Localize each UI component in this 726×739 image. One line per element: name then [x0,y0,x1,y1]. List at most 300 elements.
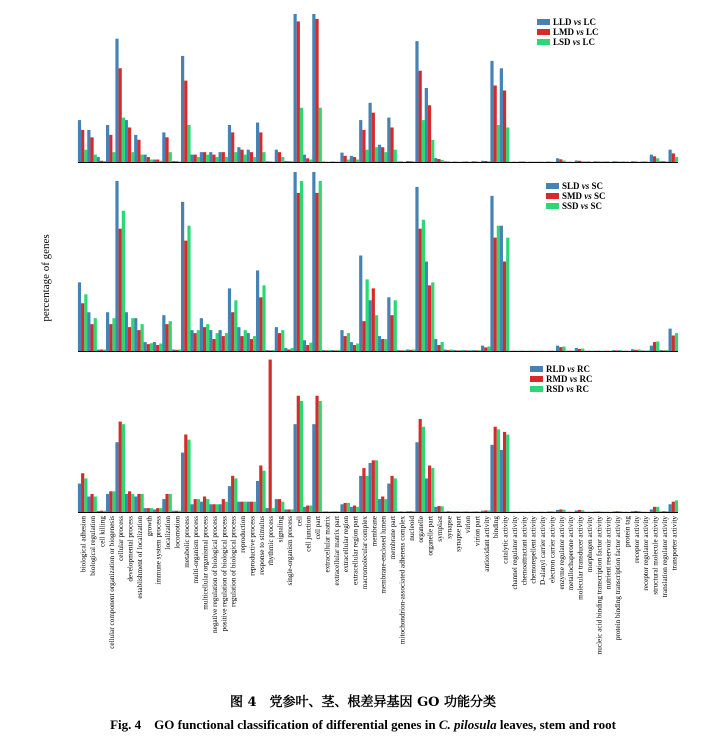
bar-root-s2-c45 [494,427,497,512]
bar-stem-s1-c19 [247,333,250,351]
bar-stem-s3-c18 [244,330,247,351]
bar-root-s3-c23 [291,509,294,512]
bar-stem-s3-c42 [469,350,472,351]
bar-leaf-s2-c26 [315,19,318,162]
bar-leaf-s1-c36 [406,161,409,162]
bar-stem-s2-c38 [428,285,431,351]
bar-stem-s3-c64 [675,333,678,351]
bar-leaf-s3-c12 [187,125,190,162]
bar-root-s3-c60 [637,511,640,512]
bar-stem-s3-c5 [122,211,125,351]
bar-stem-s2-c33 [381,339,384,351]
bar-stem-s1-c6 [125,312,128,351]
x-tick-label: catalytic activity [501,516,510,564]
bar-leaf-s2-c1 [81,130,84,162]
bar-root-s2-c21 [269,360,272,512]
bar-leaf-s1-c7 [134,135,137,162]
bar-stem-s2-c36 [409,350,412,351]
bar-leaf-s2-c52 [559,159,562,162]
bar-stem-s1-c60 [631,349,634,351]
bar-leaf-s3-c33 [384,152,387,162]
x-tick-label: establishment of localization [135,516,144,599]
bar-stem-s2-c16 [222,336,225,351]
bar-stem-s3-c15 [216,333,219,351]
legend-swatch-root-3 [530,386,543,392]
legend-label-root-3: RSD vs RC [546,384,590,394]
bar-stem-s3-c1 [84,294,87,351]
bar-stem-s2-c52 [559,347,562,351]
bar-leaf-s2-c5 [119,68,122,162]
bar-root-s2-c7 [137,494,140,512]
bar-leaf-s3-c17 [234,152,237,162]
bar-root-s2-c9 [156,508,159,512]
bar-root-s1-c36 [406,511,409,512]
figure-caption-english [0,714,726,733]
bar-stem-s3-c45 [497,226,500,351]
bar-leaf-s1-c52 [556,158,559,162]
bar-root-s2-c4 [109,491,112,512]
bar-root-s3-c28 [337,511,340,512]
x-tick-label: binding [492,516,501,538]
x-tick-label: organelle part [426,516,435,556]
bar-leaf-s1-c14 [200,152,203,162]
bar-stem-s2-c39 [437,345,440,351]
bar-stem-s1-c40 [444,350,447,351]
legend-label-leaf-1: LLD vs LC [553,17,597,27]
x-tick-label: electron carrier activity [548,516,557,584]
bar-stem-s1-c63 [659,350,662,351]
bar-root-s3-c35 [403,511,406,512]
bar-root-s2-c40 [447,511,450,512]
x-tick-label: signaling [276,516,285,543]
bar-root-s2-c62 [653,507,656,512]
bar-root-s3-c27 [328,511,331,512]
bar-root-s2-c17 [231,476,234,512]
bar-leaf-s2-c17 [231,132,234,162]
bar-root-s3-c2 [94,497,97,513]
bar-root-s3-c6 [131,494,134,512]
x-tick-label: developmental process [126,516,135,582]
legend-label-leaf-2: LMD vs LC [553,27,599,37]
bar-stem-s1-c7 [134,318,137,351]
bar-root-s3-c1 [84,478,87,512]
bar-stem-s1-c14 [200,318,203,351]
bar-stem-s3-c16 [225,333,228,351]
bar-stem-s3-c33 [384,339,387,351]
bar-leaf-s2-c12 [184,81,187,162]
bar-root-s3-c26 [319,401,322,512]
bar-root-s1-c45 [490,445,493,512]
bar-root-s2-c37 [419,419,422,512]
bar-stem-s2-c29 [344,336,347,351]
bar-stem-s3-c27 [328,350,331,351]
x-tick-label: protein tag [623,516,632,547]
series-root-3 [84,401,678,512]
bar-stem-s3-c40 [450,350,453,351]
bar-root-s1-c16 [219,504,222,512]
bar-stem-s2-c40 [447,350,450,351]
bar-stem-s1-c25 [303,340,306,351]
bar-root-s3-c36 [412,511,415,512]
bar-root-s2-c41 [456,511,459,512]
bar-stem-s3-c12 [187,226,190,351]
bar-leaf-s3-c29 [347,160,350,162]
bar-stem-s3-c7 [141,324,144,351]
bar-root-s1-c8 [144,508,147,512]
x-tick-label: D-alanyl carrier activity [539,516,548,586]
bar-leaf-s1-c6 [125,120,128,162]
bar-root-s3-c32 [375,460,378,512]
bar-stem-s2-c9 [156,345,159,351]
bar-root-s3-c58 [619,511,622,512]
bar-leaf-s1-c44 [481,161,484,162]
x-tick-label: positive regulation of biological process [220,516,229,632]
caption-en-suffix: leaves, stem and root [496,717,616,732]
bar-stem-s3-c41 [459,350,462,351]
bar-root-s3-c44 [487,510,490,512]
x-tick-label: translation regulator activity [660,516,669,598]
bar-leaf-s2-c29 [344,156,347,162]
bar-root-s2-c14 [203,497,206,513]
bar-stem-s2-c27 [325,350,328,351]
bar-root-s3-c22 [281,502,284,512]
bar-root-s3-c24 [300,401,303,512]
bar-root-s3-c46 [506,435,509,513]
bar-leaf-s2-c54 [578,161,581,162]
bar-root-s1-c60 [631,511,634,512]
x-tick-label: structural molecule activity [651,516,660,595]
bar-stem-s2-c35 [400,350,403,351]
bar-stem-s3-c24 [300,181,303,351]
bar-leaf-s2-c14 [203,152,206,162]
bar-root-s2-c16 [222,499,225,512]
bar-root-s3-c29 [347,503,350,512]
bar-root-s3-c18 [244,502,247,512]
bar-root-s3-c19 [253,502,256,512]
bar-leaf-s2-c23 [287,161,290,162]
bar-leaf-s3-c26 [319,108,322,162]
x-tick-label: mitochondrion-associated adherens complex [398,516,407,645]
bar-leaf-s1-c38 [425,88,428,162]
legend-label-stem-3: SSD vs SC [562,201,603,211]
bar-root-s3-c31 [366,476,369,512]
bar-leaf-s1-c12 [181,56,184,162]
x-tick-label: localization [164,516,173,550]
bar-root-s2-c56 [597,511,600,512]
bar-stem-s2-c54 [578,349,581,351]
bar-stem-s2-c60 [634,350,637,351]
bar-stem-s3-c21 [272,350,275,351]
bar-leaf-s3-c8 [150,160,153,162]
bar-root-s2-c60 [634,511,637,512]
x-tick-label: molecular transducer activity [576,516,585,600]
bar-leaf-s2-c44 [484,161,487,162]
bar-root-s1-c58 [612,511,615,512]
bar-leaf-s2-c2 [90,137,93,162]
bar-leaf-s1-c60 [631,161,634,162]
bar-root-s2-c38 [428,466,431,513]
bar-leaf-s1-c5 [115,39,118,162]
bar-leaf-s3-c1 [84,150,87,162]
bar-stem-s1-c18 [237,327,240,351]
bar-stem-s2-c58 [615,350,618,351]
bar-leaf-s1-c63 [659,161,662,162]
bar-leaf-s1-c62 [650,155,653,162]
bar-stem-s1-c24 [294,172,297,351]
bar-leaf-s3-c25 [309,160,312,162]
bar-root-s1-c54 [575,510,578,512]
bar-stem-s2-c23 [287,350,290,351]
x-tick-label: symplast [435,516,444,542]
bar-stem-s1-c31 [359,256,362,351]
bar-root-s3-c25 [309,506,312,512]
bar-leaf-s2-c13 [194,155,197,162]
x-tick-label: organelle [417,516,426,543]
bar-root-s1-c63 [659,511,662,512]
bar-stem-s2-c8 [147,344,150,351]
legend-swatch-leaf-3 [537,39,550,45]
legend-stem [546,181,606,211]
bar-stem-s1-c21 [265,350,268,351]
x-tick-label: receptor activity [632,516,641,563]
x-tick-label: biological adhesion [79,516,88,573]
bar-root-s2-c26 [315,396,318,512]
bar-leaf-s1-c26 [312,14,315,162]
bar-leaf-s3-c7 [141,155,144,162]
x-tick-label: reproduction [239,516,248,553]
bar-stem-s3-c22 [281,330,284,351]
bar-root-s2-c6 [128,491,131,512]
caption-en-species: C. pilosula [438,717,497,732]
x-tick-label: transporter activity [670,516,679,571]
bar-root-s1-c20 [256,481,259,512]
bar-leaf-s3-c45 [497,125,500,162]
bar-leaf-s1-c64 [669,150,672,162]
x-tick-label: cell killing [98,516,107,547]
panel-stem [78,172,678,352]
bar-root-s3-c4 [112,491,115,512]
bar-stem-s1-c45 [490,196,493,351]
bar-root-s1-c38 [425,478,428,512]
bar-root-s1-c62 [650,509,653,512]
bar-stem-s1-c41 [453,350,456,351]
bar-leaf-s2-c22 [278,152,281,162]
bar-leaf-s1-c9 [153,160,156,162]
bar-root-s3-c12 [187,440,190,512]
bar-stem-s3-c63 [666,350,669,351]
bar-root-s2-c18 [240,502,243,512]
bar-stem-s3-c35 [403,350,406,351]
bar-root-s2-c10 [165,494,168,512]
bar-leaf-s1-c15 [209,152,212,162]
bar-stem-s3-c9 [159,344,162,351]
bar-root-s1-c34 [387,484,390,512]
bar-root-s2-c35 [400,511,403,512]
x-tick-label: synapse part [454,516,463,552]
x-tick-label: cellular component organization or biogenesis [107,516,116,649]
bar-root-s2-c39 [437,506,440,512]
bar-leaf-s1-c43 [472,161,475,162]
bar-leaf-s3-c10 [169,152,172,162]
bar-root-s2-c11 [175,511,178,512]
bar-stem-s1-c11 [172,350,175,351]
bar-leaf-s3-c22 [281,157,284,162]
bar-root-s3-c14 [206,499,209,512]
bar-leaf-s3-c39 [441,160,444,162]
x-tick-label: metallochaperone activity [567,516,576,591]
bar-root-s3-c41 [459,511,462,512]
bar-root-s3-c30 [356,507,359,512]
bar-leaf-s3-c3 [103,161,106,162]
bar-stem-s1-c38 [425,262,428,352]
bar-root-s3-c3 [103,511,106,512]
bar-stem-s1-c9 [153,342,156,351]
x-tick-label: negative regulation of biological process [210,516,219,633]
bar-stem-s1-c26 [312,172,315,351]
bar-stem-s1-c22 [275,327,278,351]
x-axis-tick-labels [80,516,679,655]
x-tick-label: protein binding transcription factor activity [614,516,623,641]
bar-root-s2-c30 [353,506,356,512]
legend-label-root-1: RLD vs RC [546,364,591,374]
panel-root [78,360,678,513]
bar-stem-s2-c25 [306,345,309,351]
x-tick-label: membrane [370,516,379,547]
bar-root-s1-c12 [181,453,184,512]
x-tick-label: growth [145,516,154,537]
bar-stem-s2-c37 [419,229,422,351]
bar-stem-s3-c23 [291,348,294,351]
bar-stem-s3-c61 [647,350,650,351]
bar-root-s1-c21 [265,508,268,512]
bar-root-s2-c8 [147,508,150,512]
bar-stem-s3-c32 [375,315,378,351]
bar-root-s3-c52 [562,510,565,512]
bar-stem-s3-c28 [337,350,340,351]
bar-leaf-s2-c64 [672,153,675,162]
bar-stem-s3-c37 [422,220,425,351]
bar-leaf-s1-c30 [350,156,353,162]
bar-leaf-s1-c2 [87,130,90,162]
bar-leaf-s2-c45 [494,86,497,162]
bar-root-s2-c28 [334,511,337,512]
bar-root-s2-c58 [615,511,618,512]
bar-root-s2-c19 [250,502,253,512]
bar-root-s1-c56 [594,511,597,512]
bar-root-s1-c35 [397,511,400,512]
bar-stem-s1-c62 [650,346,653,351]
bar-leaf-s1-c33 [378,145,381,162]
x-tick-label: extracellular region [342,516,351,573]
bar-root-s1-c3 [97,511,100,512]
x-tick-label: regulation of biological process [229,516,238,607]
bar-stem-s2-c44 [484,347,487,351]
bar-root-s3-c7 [141,494,144,512]
x-tick-label: enzyme regulator activity [557,516,566,590]
legend-label-root-2: RMD vs RC [546,374,593,384]
bar-root-s1-c39 [434,507,437,512]
bar-stem-s3-c39 [441,342,444,351]
bar-stem-s3-c25 [309,343,312,351]
bar-leaf-s2-c30 [353,157,356,162]
bar-root-s1-c25 [303,507,306,512]
x-tick-label: morphogen activity [585,516,594,573]
x-tick-label: chemoattractant activity [520,516,529,586]
bar-root-s3-c45 [497,429,500,512]
bar-stem-s2-c20 [259,297,262,351]
bar-root-s2-c15 [212,504,215,512]
x-tick-label: virion [464,516,473,534]
bar-stem-s1-c5 [115,181,118,351]
bar-root-s2-c12 [184,435,187,513]
bar-leaf-s2-c32 [372,113,375,162]
bar-root-s2-c24 [297,396,300,512]
bar-leaf-s1-c45 [490,61,493,162]
bar-stem-s3-c31 [366,279,369,351]
legend-root [530,364,593,394]
bar-stem-s1-c8 [144,342,147,351]
bar-stem-s3-c14 [206,324,209,351]
bar-root-s1-c30 [350,507,353,512]
bar-leaf-s1-c40 [444,161,447,162]
bar-stem-s2-c12 [184,241,187,351]
bar-root-s2-c33 [381,497,384,513]
bar-stem-s2-c4 [109,324,112,351]
x-tick-label: macromolecular complex [360,516,369,590]
bar-stem-s2-c3 [100,350,103,351]
bar-root-s1-c22 [275,499,278,512]
bar-leaf-s1-c10 [162,132,165,162]
bar-leaf-s1-c11 [172,161,175,162]
bar-root-s1-c2 [87,497,90,513]
x-tick-label: chemorepellent activity [529,516,538,584]
bar-leaf-s1-c18 [237,147,240,162]
bar-stem-s1-c35 [397,350,400,351]
bar-leaf-s3-c64 [675,157,678,162]
bar-leaf-s2-c9 [156,160,159,162]
bar-stem-s3-c2 [94,318,97,351]
bar-leaf-s2-c37 [419,71,422,162]
bar-root-s1-c9 [153,509,156,512]
bar-stem-s1-c42 [462,350,465,351]
bar-stem-s1-c23 [284,348,287,351]
bar-root-s3-c40 [450,511,453,512]
x-tick-label: cellular process [117,516,126,561]
bar-leaf-s1-c56 [594,161,597,162]
bar-root-s1-c13 [190,504,193,512]
bar-stem-s2-c26 [315,193,318,351]
bar-leaf-s3-c30 [356,160,359,162]
bar-leaf-s1-c32 [369,103,372,162]
bar-leaf-s2-c25 [306,158,309,162]
bar-root-s1-c37 [415,442,418,512]
bar-root-s2-c64 [672,502,675,512]
bar-root-s3-c11 [178,511,181,512]
bar-stem-s2-c17 [231,312,234,351]
x-tick-label: synapse [445,516,454,539]
bar-root-s1-c27 [322,511,325,512]
caption-en-prefix: Fig. 4 GO functional classification of differential genes in [110,717,439,732]
bar-stem-s3-c29 [347,333,350,351]
bar-root-s1-c43 [472,511,475,512]
bar-root-s2-c23 [287,509,290,512]
legend-swatch-leaf-1 [537,19,550,25]
bar-stem-s1-c15 [209,330,212,351]
bar-leaf-s3-c16 [225,157,228,162]
bar-stem-s2-c63 [662,350,665,351]
bar-stem-s2-c46 [503,262,506,352]
bar-leaf-s2-c19 [250,152,253,162]
